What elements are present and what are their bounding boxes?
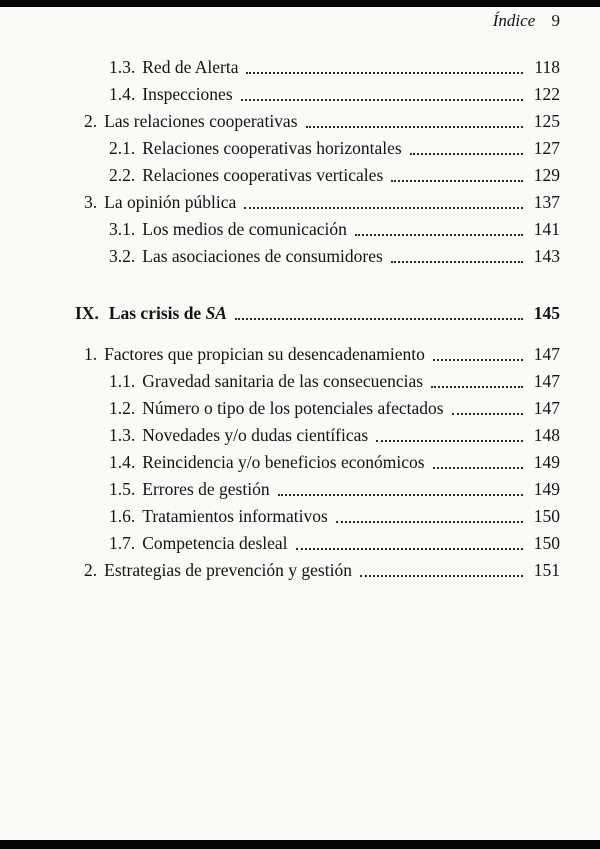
- toc-entry-label: Relaciones cooperativas horizontales: [142, 138, 402, 158]
- dotted-leader: [306, 126, 523, 128]
- dotted-leader: [431, 386, 523, 388]
- toc-entry-number: 1.2.: [109, 398, 136, 418]
- toc-entry-number: 1.6.: [109, 506, 136, 526]
- dotted-leader: [452, 413, 523, 415]
- toc-entry-number: 2.2.: [109, 165, 136, 185]
- toc-entry-label: Competencia desleal: [142, 533, 288, 553]
- dotted-leader: [241, 99, 523, 101]
- toc-entry: [75, 243, 560, 270]
- toc-entry: [75, 189, 560, 216]
- dotted-leader: [235, 318, 523, 320]
- toc-entry: [75, 54, 560, 81]
- dotted-leader: [376, 440, 523, 442]
- toc-entry: [75, 422, 560, 449]
- toc-entry: [75, 81, 560, 108]
- toc-entry: [75, 162, 560, 189]
- toc-entry-page: 137: [533, 192, 560, 212]
- toc-entry-label: Las crisis de SA: [108, 303, 227, 323]
- scan-edge-bottom: [0, 840, 600, 849]
- toc-entry-number: 2.1.: [109, 138, 136, 158]
- dotted-leader: [278, 494, 523, 496]
- toc-entry: [75, 135, 560, 162]
- toc-entry: [75, 216, 560, 243]
- toc-entry-page: 122: [533, 84, 560, 104]
- toc-entry-label: Errores de gestión: [142, 479, 270, 499]
- toc-entry-number: 1.3.: [109, 425, 136, 445]
- toc-entry-page: 147: [533, 344, 560, 364]
- toc-entry-label: Los medios de comunicación: [142, 219, 347, 239]
- toc-entry-label: Relaciones cooperativas verticales: [142, 165, 384, 185]
- toc-list: [75, 54, 560, 584]
- dotted-leader: [360, 575, 523, 577]
- toc-entry-label: Estrategias de prevención y gestión: [104, 560, 352, 580]
- toc-entry-number: 1.5.: [109, 479, 136, 499]
- toc-entry-number: 2.: [84, 560, 98, 580]
- toc-entry-label: Factores que propician su desencadenamiento: [104, 344, 425, 364]
- toc-entry-number: 3.2.: [109, 246, 136, 266]
- running-header: [493, 11, 560, 31]
- toc-entry: [75, 449, 560, 476]
- toc-entry-page: 151: [533, 560, 560, 580]
- toc-entry-label: La opinión pública: [104, 192, 237, 212]
- dotted-leader: [391, 261, 523, 263]
- toc-entry-label: Reincidencia y/o beneficios económicos: [142, 452, 425, 472]
- toc-entry-page: 149: [533, 452, 560, 472]
- toc-entry-number: 2.: [84, 111, 98, 131]
- toc-entry-number: 3.: [84, 192, 98, 212]
- toc-entry-label: Número o tipo de los potenciales afectados: [142, 398, 444, 418]
- dotted-leader: [391, 180, 523, 182]
- dotted-leader: [433, 359, 523, 361]
- toc-entry: [75, 368, 560, 395]
- scan-edge-top: [0, 0, 600, 7]
- dotted-leader: [410, 153, 523, 155]
- toc-entry: [75, 395, 560, 422]
- toc-entry-number: IX.: [75, 303, 99, 323]
- toc-entry: [75, 557, 560, 584]
- toc-entry-number: 1.7.: [109, 533, 136, 553]
- toc-entry: [75, 503, 560, 530]
- toc-entry-label: Red de Alerta: [142, 57, 239, 77]
- toc-entry-page: 127: [533, 138, 560, 158]
- toc-entry-page: 143: [533, 246, 560, 266]
- toc-entry-number: 3.1.: [109, 219, 136, 239]
- toc-entry-number: 1.3.: [109, 57, 136, 77]
- toc-entry-page: 125: [533, 111, 560, 131]
- toc-entry-page: 149: [533, 479, 560, 499]
- dotted-leader: [433, 467, 523, 469]
- toc-entry-label: Inspecciones: [142, 84, 233, 104]
- toc-entry: [75, 530, 560, 557]
- toc-entry-label: Las relaciones cooperativas: [104, 111, 298, 131]
- dotted-leader: [355, 234, 523, 236]
- toc-entry-label: Novedades y/o dudas científicas: [142, 425, 369, 445]
- toc-entry-label: Gravedad sanitaria de las consecuencias: [142, 371, 424, 391]
- dotted-leader: [244, 207, 523, 209]
- toc-entry-page: 147: [533, 398, 560, 418]
- dotted-leader: [296, 548, 523, 550]
- toc-entry: [75, 476, 560, 503]
- toc-entry: [75, 341, 560, 368]
- dotted-leader: [246, 72, 523, 74]
- toc-entry-page: 118: [534, 57, 560, 77]
- toc-entry-page: 129: [533, 165, 560, 185]
- toc-entry-page: 145: [533, 303, 560, 323]
- toc-entry: [75, 108, 560, 135]
- toc-entry: [75, 300, 560, 327]
- toc-entry-page: 150: [533, 506, 560, 526]
- toc-entry-page: 148: [533, 425, 560, 445]
- toc-entry-label-italic: SA: [205, 303, 227, 323]
- toc-entry-label: Las asociaciones de consumidores: [142, 246, 383, 266]
- toc-entry-page: 141: [533, 219, 560, 239]
- toc-entry-label: Tratamientos informativos: [142, 506, 328, 526]
- toc-entry-page: 147: [533, 371, 560, 391]
- header-title: Índice: [492, 11, 536, 30]
- toc-entry-number: 1.4.: [109, 84, 136, 104]
- toc-entry-number: 1.4.: [109, 452, 136, 472]
- header-page-number: 9: [551, 11, 560, 30]
- toc-entry-number: 1.1.: [109, 371, 136, 391]
- toc-entry-number: 1.: [84, 344, 98, 364]
- dotted-leader: [336, 521, 523, 523]
- toc-entry-page: 150: [533, 533, 560, 553]
